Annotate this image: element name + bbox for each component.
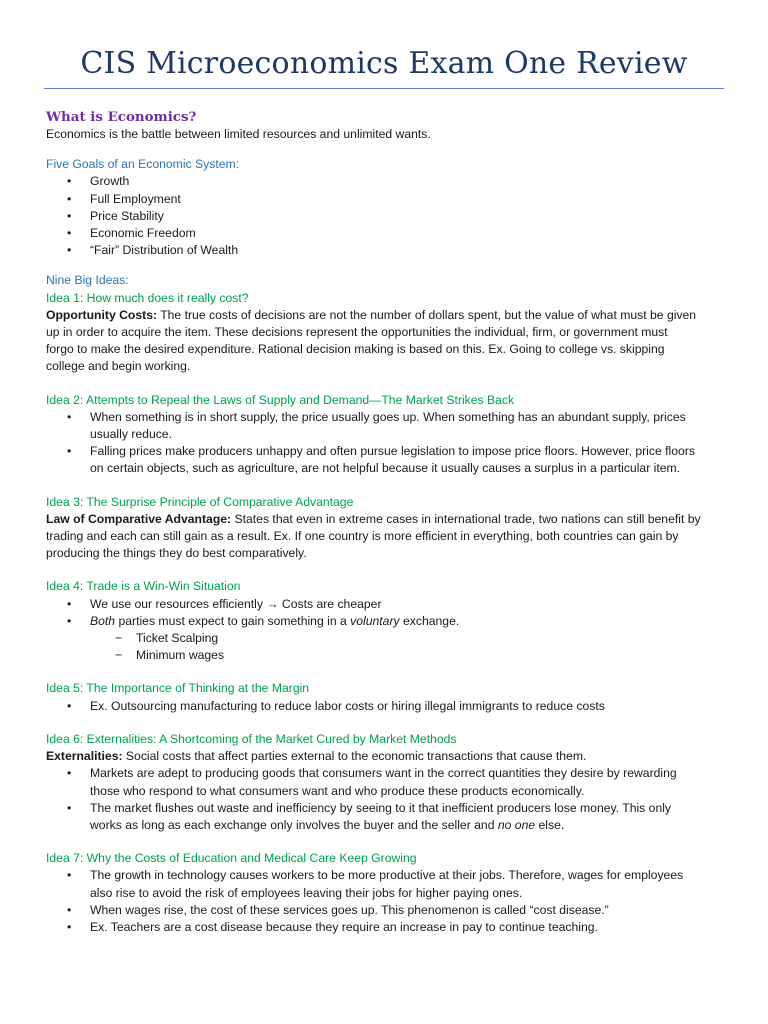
list-item: − Ticket Scalping [46, 630, 726, 647]
heading-idea-2: Idea 2: Attempts to Repeal the Laws of Supply and Demand—The Market Strikes Back [46, 392, 515, 407]
idea-1-line-4: college and begin working. [46, 359, 191, 374]
bullet-icon: • [67, 409, 72, 424]
list-item: • Ex. Outsourcing manufacturing to reduce labor costs or hiring illegal immigrants to reduce costs [46, 698, 726, 715]
idea-3-line-2: trading and each can still gain as a result. Ex. If one country is more efficient in everything, both countries can gain by [46, 529, 679, 544]
bullet-icon: • [67, 698, 72, 713]
idea-3-line-3: producing the things they do best comparatively. [46, 546, 307, 561]
heading-idea-5: Idea 5: The Importance of Thinking at the Margin [46, 681, 310, 696]
heading-idea-7: Idea 7: Why the Costs of Education and Medical Care Keep Growing [46, 851, 417, 866]
list-item: • Markets are adept to producing goods that consumers want in the correct quantities they desire by rewarding those who respond to what consumers want and who produce these products economically. [67, 766, 677, 798]
bullet-icon: • [67, 800, 72, 815]
list-item: • Economic Freedom [46, 225, 726, 242]
idea-4-sublist [46, 630, 726, 664]
list-item: • The market flushes out waste and inefficiency by seeing to it that inefficient producers lose money. This only works as long as each exchange only involves the buyer and the seller and no one else. [67, 800, 672, 832]
heading-idea-4: Idea 4: Trade is a Win-Win Situation [46, 579, 241, 594]
list-item: • “Fair” Distribution of Wealth [46, 242, 726, 259]
list-item: • The growth in technology causes workers to be more productive at their jobs. Therefore, wages for employees also rise to avoid the risk of employees leaving their jobs for higher paying ones. [67, 868, 684, 900]
list-item: • Full Employment [46, 191, 726, 208]
dash-icon: − [115, 648, 123, 663]
idea-2-list [46, 409, 726, 478]
idea-1-text: Opportunity Costs: The true costs of decisions are not the number of dollars spent, but the value of what must be given [46, 307, 697, 322]
term-opportunity-costs: Opportunity Costs: [46, 307, 158, 322]
dash-icon: − [115, 631, 123, 646]
list-item: • Growth [46, 173, 726, 190]
economics-definition: Economics is the battle between limited resources and unlimited wants. [46, 127, 431, 141]
list-item: • We use our resources efficiently → Costs are cheaper [46, 596, 726, 613]
list-item: • When wages rise, the cost of these services goes up. This phenomenon is called “cost disease.” [46, 902, 726, 919]
heading-idea-1: Idea 1: How much does it really cost? [46, 290, 249, 305]
heading-idea-6: Idea 6: Externalities: A Shortcoming of the Market Cured by Market Methods [46, 731, 457, 746]
heading-nine-big-ideas: Nine Big Ideas: [46, 273, 129, 288]
list-item: • Both parties must expect to gain something in a voluntary exchange. [46, 613, 726, 630]
idea-1-line-2: up in order to acquire the item. These decisions represent the opportunities the individual, firm, or government must [46, 325, 668, 340]
idea-4-list [46, 596, 726, 630]
list-item: • Falling prices make producers unhappy and often pursue legislation to impose price floors. However, price floors on certain objects, such as agriculture, are not helpful because it usually causes a surplus in a particular item. [67, 444, 695, 476]
bullet-icon: • [67, 226, 72, 241]
bullet-icon: • [67, 208, 72, 223]
bullet-icon: • [67, 174, 72, 189]
heading-what-is-economics: What is Economics? [46, 109, 197, 125]
bullet-icon: • [67, 919, 72, 934]
document-body [46, 108, 726, 936]
heading-five-goals: Five Goals of an Economic System: [46, 157, 240, 172]
bullet-icon: • [67, 902, 72, 917]
bullet-icon: • [67, 868, 72, 883]
list-item: • Ex. Teachers are a cost disease because they require an increase in pay to continue teaching. [46, 919, 726, 936]
idea-6-list [46, 765, 726, 834]
idea-5-list [46, 698, 726, 715]
idea-6-definition: Externalities: Social costs that affect parties external to the economic transactions that cause them. [46, 749, 587, 764]
bullet-icon: • [67, 613, 72, 628]
list-item: • Price Stability [46, 208, 726, 225]
bullet-icon: • [67, 596, 72, 611]
idea-7-list [46, 867, 726, 936]
term-comparative-advantage: Law of Comparative Advantage: [46, 511, 232, 526]
list-item: • When something is in short supply, the price usually goes up. When something has an abundant supply, prices usually reduce. [67, 409, 686, 442]
page-title: CIS Microeconomics Exam One Review [80, 46, 688, 81]
bullet-icon: • [67, 191, 72, 206]
bullet-icon: • [67, 766, 72, 781]
bullet-icon: • [67, 243, 72, 258]
goals-list [46, 173, 726, 259]
list-item: − Minimum wages [46, 647, 726, 664]
bullet-icon: • [67, 444, 72, 459]
title-underline [44, 88, 724, 89]
term-externalities: Externalities: [46, 749, 123, 764]
heading-idea-3: Idea 3: The Surprise Principle of Comparative Advantage [46, 494, 354, 509]
idea-1-line-3: forgo to make the desired expenditure. Rational decision making is based on this. Ex. Going to college vs. skipping [46, 342, 665, 357]
idea-3-text: Law of Comparative Advantage: States that even in extreme cases in international trade, two nations can still benefit by [46, 511, 701, 526]
